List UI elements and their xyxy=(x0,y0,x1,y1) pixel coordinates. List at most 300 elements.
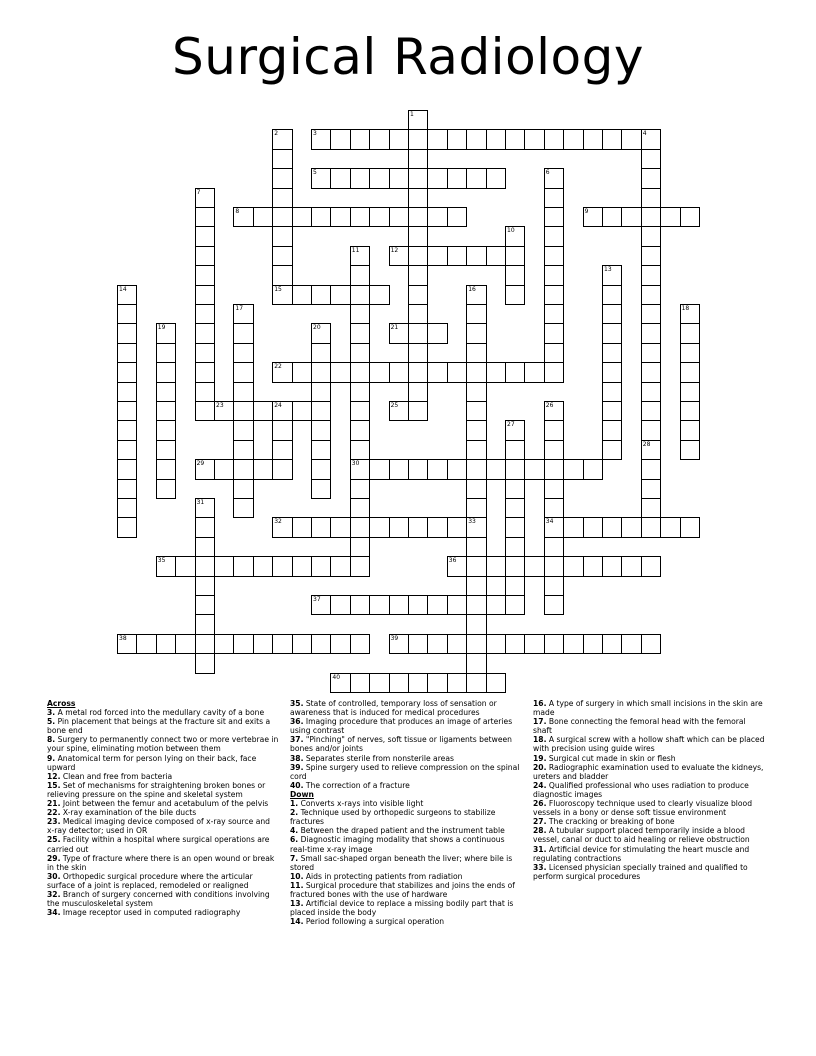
grid-cell[interactable] xyxy=(505,479,525,499)
grid-cell[interactable] xyxy=(544,168,564,188)
grid-cell[interactable] xyxy=(156,343,176,363)
grid-cell[interactable] xyxy=(195,323,215,343)
grid-cell[interactable] xyxy=(641,304,661,324)
grid-cell[interactable] xyxy=(408,246,428,266)
grid-cell[interactable] xyxy=(486,246,506,266)
grid-cell[interactable] xyxy=(156,459,176,479)
grid-cell[interactable] xyxy=(583,129,603,149)
grid-cell[interactable] xyxy=(195,614,215,634)
grid-cell[interactable] xyxy=(330,595,350,615)
grid-cell[interactable] xyxy=(621,207,641,227)
grid-cell[interactable] xyxy=(486,129,506,149)
grid-cell[interactable] xyxy=(641,517,661,537)
grid-cell[interactable] xyxy=(195,634,215,654)
grid-cell[interactable] xyxy=(350,673,370,693)
grid-cell[interactable] xyxy=(583,634,603,654)
grid-cell[interactable] xyxy=(544,285,564,305)
grid-cell[interactable] xyxy=(621,556,641,576)
grid-cell[interactable] xyxy=(311,479,331,499)
grid-cell[interactable] xyxy=(466,498,486,518)
grid-cell[interactable] xyxy=(389,246,409,266)
grid-cell[interactable] xyxy=(505,498,525,518)
grid-cell[interactable] xyxy=(544,362,564,382)
grid-cell[interactable] xyxy=(350,285,370,305)
grid-cell[interactable] xyxy=(233,556,253,576)
grid-cell[interactable] xyxy=(408,673,428,693)
grid-cell[interactable] xyxy=(369,459,389,479)
grid-cell[interactable] xyxy=(350,401,370,421)
grid-cell[interactable] xyxy=(117,323,137,343)
grid-cell[interactable] xyxy=(117,285,137,305)
grid-cell[interactable] xyxy=(272,459,292,479)
grid-cell[interactable] xyxy=(641,634,661,654)
grid-cell[interactable] xyxy=(602,285,622,305)
grid-cell[interactable] xyxy=(505,129,525,149)
grid-cell[interactable] xyxy=(680,304,700,324)
grid-cell[interactable] xyxy=(466,382,486,402)
grid-cell[interactable] xyxy=(524,129,544,149)
grid-cell[interactable] xyxy=(408,110,428,130)
grid-cell[interactable] xyxy=(544,401,564,421)
grid-cell[interactable] xyxy=(486,556,506,576)
grid-cell[interactable] xyxy=(350,556,370,576)
grid-cell[interactable] xyxy=(369,285,389,305)
grid-cell[interactable] xyxy=(233,420,253,440)
grid-cell[interactable] xyxy=(195,246,215,266)
grid-cell[interactable] xyxy=(117,420,137,440)
grid-cell[interactable] xyxy=(602,634,622,654)
grid-cell[interactable] xyxy=(350,479,370,499)
grid-cell[interactable] xyxy=(117,382,137,402)
grid-cell[interactable] xyxy=(466,304,486,324)
grid-cell[interactable] xyxy=(602,382,622,402)
grid-cell[interactable] xyxy=(233,382,253,402)
grid-cell[interactable] xyxy=(389,323,409,343)
grid-cell[interactable] xyxy=(602,304,622,324)
grid-cell[interactable] xyxy=(408,343,428,363)
grid-cell[interactable] xyxy=(389,517,409,537)
grid-cell[interactable] xyxy=(350,246,370,266)
grid-cell[interactable] xyxy=(466,246,486,266)
grid-cell[interactable] xyxy=(408,595,428,615)
grid-cell[interactable] xyxy=(544,207,564,227)
grid-cell[interactable] xyxy=(292,556,312,576)
grid-cell[interactable] xyxy=(156,479,176,499)
grid-cell[interactable] xyxy=(660,517,680,537)
grid-cell[interactable] xyxy=(233,362,253,382)
grid-cell[interactable] xyxy=(680,343,700,363)
grid-cell[interactable] xyxy=(544,595,564,615)
grid-cell[interactable] xyxy=(486,362,506,382)
grid-cell[interactable] xyxy=(272,188,292,208)
grid-cell[interactable] xyxy=(292,517,312,537)
grid-cell[interactable] xyxy=(195,653,215,673)
grid-cell[interactable] xyxy=(233,479,253,499)
grid-cell[interactable] xyxy=(466,459,486,479)
grid-cell[interactable] xyxy=(466,614,486,634)
grid-cell[interactable] xyxy=(350,634,370,654)
grid-cell[interactable] xyxy=(233,304,253,324)
grid-cell[interactable] xyxy=(466,537,486,557)
grid-cell[interactable] xyxy=(156,382,176,402)
grid-cell[interactable] xyxy=(253,207,273,227)
grid-cell[interactable] xyxy=(272,246,292,266)
grid-cell[interactable] xyxy=(466,401,486,421)
grid-cell[interactable] xyxy=(602,265,622,285)
grid-cell[interactable] xyxy=(195,537,215,557)
grid-cell[interactable] xyxy=(350,362,370,382)
grid-cell[interactable] xyxy=(117,401,137,421)
grid-cell[interactable] xyxy=(680,401,700,421)
grid-cell[interactable] xyxy=(524,362,544,382)
grid-cell[interactable] xyxy=(311,459,331,479)
grid-cell[interactable] xyxy=(311,168,331,188)
grid-cell[interactable] xyxy=(389,168,409,188)
grid-cell[interactable] xyxy=(447,634,467,654)
grid-cell[interactable] xyxy=(253,634,273,654)
grid-cell[interactable] xyxy=(544,556,564,576)
grid-cell[interactable] xyxy=(350,265,370,285)
grid-cell[interactable] xyxy=(136,634,156,654)
grid-cell[interactable] xyxy=(253,401,273,421)
grid-cell[interactable] xyxy=(272,285,292,305)
grid-cell[interactable] xyxy=(660,207,680,227)
grid-cell[interactable] xyxy=(311,382,331,402)
grid-cell[interactable] xyxy=(486,673,506,693)
grid-cell[interactable] xyxy=(641,440,661,460)
grid-cell[interactable] xyxy=(369,129,389,149)
grid-cell[interactable] xyxy=(466,285,486,305)
grid-cell[interactable] xyxy=(544,246,564,266)
grid-cell[interactable] xyxy=(350,595,370,615)
grid-cell[interactable] xyxy=(350,343,370,363)
grid-cell[interactable] xyxy=(641,129,661,149)
grid-cell[interactable] xyxy=(641,420,661,440)
grid-cell[interactable] xyxy=(156,420,176,440)
grid-cell[interactable] xyxy=(544,265,564,285)
grid-cell[interactable] xyxy=(427,459,447,479)
grid-cell[interactable] xyxy=(233,401,253,421)
grid-cell[interactable] xyxy=(427,673,447,693)
grid-cell[interactable] xyxy=(641,226,661,246)
grid-cell[interactable] xyxy=(253,459,273,479)
grid-cell[interactable] xyxy=(447,556,467,576)
grid-cell[interactable] xyxy=(272,634,292,654)
grid-cell[interactable] xyxy=(641,382,661,402)
grid-cell[interactable] xyxy=(621,129,641,149)
grid-cell[interactable] xyxy=(505,556,525,576)
grid-cell[interactable] xyxy=(680,517,700,537)
grid-cell[interactable] xyxy=(408,285,428,305)
grid-cell[interactable] xyxy=(447,673,467,693)
grid-cell[interactable] xyxy=(641,343,661,363)
grid-cell[interactable] xyxy=(117,634,137,654)
grid-cell[interactable] xyxy=(195,343,215,363)
grid-cell[interactable] xyxy=(427,362,447,382)
grid-cell[interactable] xyxy=(369,595,389,615)
grid-cell[interactable] xyxy=(447,246,467,266)
grid-cell[interactable] xyxy=(641,401,661,421)
grid-cell[interactable] xyxy=(195,595,215,615)
grid-cell[interactable] xyxy=(330,285,350,305)
grid-cell[interactable] xyxy=(408,226,428,246)
grid-cell[interactable] xyxy=(272,265,292,285)
grid-cell[interactable] xyxy=(466,362,486,382)
grid-cell[interactable] xyxy=(272,556,292,576)
grid-cell[interactable] xyxy=(408,188,428,208)
grid-cell[interactable] xyxy=(602,556,622,576)
grid-cell[interactable] xyxy=(447,168,467,188)
grid-cell[interactable] xyxy=(563,459,583,479)
grid-cell[interactable] xyxy=(330,517,350,537)
grid-cell[interactable] xyxy=(350,129,370,149)
grid-cell[interactable] xyxy=(117,362,137,382)
grid-cell[interactable] xyxy=(272,517,292,537)
grid-cell[interactable] xyxy=(156,362,176,382)
grid-cell[interactable] xyxy=(117,459,137,479)
grid-cell[interactable] xyxy=(233,459,253,479)
grid-cell[interactable] xyxy=(447,207,467,227)
grid-cell[interactable] xyxy=(389,634,409,654)
grid-cell[interactable] xyxy=(330,673,350,693)
grid-cell[interactable] xyxy=(544,517,564,537)
grid-cell[interactable] xyxy=(427,517,447,537)
grid-cell[interactable] xyxy=(408,207,428,227)
grid-cell[interactable] xyxy=(641,285,661,305)
grid-cell[interactable] xyxy=(505,440,525,460)
grid-cell[interactable] xyxy=(466,168,486,188)
grid-cell[interactable] xyxy=(311,440,331,460)
grid-cell[interactable] xyxy=(272,401,292,421)
grid-cell[interactable] xyxy=(641,207,661,227)
grid-cell[interactable] xyxy=(408,265,428,285)
grid-cell[interactable] xyxy=(544,343,564,363)
grid-cell[interactable] xyxy=(602,440,622,460)
grid-cell[interactable] xyxy=(330,556,350,576)
grid-cell[interactable] xyxy=(466,595,486,615)
grid-cell[interactable] xyxy=(175,634,195,654)
grid-cell[interactable] xyxy=(505,362,525,382)
grid-cell[interactable] xyxy=(330,168,350,188)
grid-cell[interactable] xyxy=(350,420,370,440)
grid-cell[interactable] xyxy=(292,362,312,382)
grid-cell[interactable] xyxy=(466,556,486,576)
grid-cell[interactable] xyxy=(195,459,215,479)
grid-cell[interactable] xyxy=(466,343,486,363)
grid-cell[interactable] xyxy=(156,556,176,576)
grid-cell[interactable] xyxy=(311,517,331,537)
grid-cell[interactable] xyxy=(117,479,137,499)
grid-cell[interactable] xyxy=(117,498,137,518)
grid-cell[interactable] xyxy=(389,129,409,149)
grid-cell[interactable] xyxy=(641,498,661,518)
grid-cell[interactable] xyxy=(466,517,486,537)
grid-cell[interactable] xyxy=(427,323,447,343)
grid-cell[interactable] xyxy=(350,207,370,227)
grid-cell[interactable] xyxy=(602,420,622,440)
grid-cell[interactable] xyxy=(544,440,564,460)
grid-cell[interactable] xyxy=(272,440,292,460)
grid-cell[interactable] xyxy=(175,556,195,576)
grid-cell[interactable] xyxy=(253,556,273,576)
grid-cell[interactable] xyxy=(389,595,409,615)
grid-cell[interactable] xyxy=(466,576,486,596)
grid-cell[interactable] xyxy=(311,420,331,440)
grid-cell[interactable] xyxy=(524,459,544,479)
grid-cell[interactable] xyxy=(330,129,350,149)
grid-cell[interactable] xyxy=(389,207,409,227)
grid-cell[interactable] xyxy=(195,401,215,421)
grid-cell[interactable] xyxy=(641,246,661,266)
grid-cell[interactable] xyxy=(447,362,467,382)
grid-cell[interactable] xyxy=(195,362,215,382)
grid-cell[interactable] xyxy=(563,129,583,149)
grid-cell[interactable] xyxy=(292,634,312,654)
grid-cell[interactable] xyxy=(563,634,583,654)
grid-cell[interactable] xyxy=(641,265,661,285)
grid-cell[interactable] xyxy=(563,517,583,537)
grid-cell[interactable] xyxy=(505,537,525,557)
grid-cell[interactable] xyxy=(544,459,564,479)
grid-cell[interactable] xyxy=(195,556,215,576)
grid-cell[interactable] xyxy=(330,362,350,382)
grid-cell[interactable] xyxy=(505,246,525,266)
grid-cell[interactable] xyxy=(156,440,176,460)
grid-cell[interactable] xyxy=(680,323,700,343)
grid-cell[interactable] xyxy=(330,207,350,227)
grid-cell[interactable] xyxy=(117,440,137,460)
grid-cell[interactable] xyxy=(195,576,215,596)
grid-cell[interactable] xyxy=(195,265,215,285)
grid-cell[interactable] xyxy=(544,323,564,343)
grid-cell[interactable] xyxy=(311,285,331,305)
grid-cell[interactable] xyxy=(311,343,331,363)
grid-cell[interactable] xyxy=(505,595,525,615)
grid-cell[interactable] xyxy=(311,556,331,576)
grid-cell[interactable] xyxy=(272,226,292,246)
grid-cell[interactable] xyxy=(195,226,215,246)
grid-cell[interactable] xyxy=(621,517,641,537)
grid-cell[interactable] xyxy=(427,129,447,149)
grid-cell[interactable] xyxy=(427,595,447,615)
grid-cell[interactable] xyxy=(195,285,215,305)
grid-cell[interactable] xyxy=(369,362,389,382)
grid-cell[interactable] xyxy=(233,440,253,460)
grid-cell[interactable] xyxy=(466,634,486,654)
grid-cell[interactable] xyxy=(544,479,564,499)
grid-cell[interactable] xyxy=(156,634,176,654)
grid-cell[interactable] xyxy=(214,459,234,479)
grid-cell[interactable] xyxy=(408,168,428,188)
grid-cell[interactable] xyxy=(311,207,331,227)
grid-cell[interactable] xyxy=(447,517,467,537)
grid-cell[interactable] xyxy=(641,459,661,479)
grid-cell[interactable] xyxy=(505,634,525,654)
grid-cell[interactable] xyxy=(369,517,389,537)
grid-cell[interactable] xyxy=(350,498,370,518)
grid-cell[interactable] xyxy=(680,362,700,382)
grid-cell[interactable] xyxy=(583,517,603,537)
grid-cell[interactable] xyxy=(311,634,331,654)
grid-cell[interactable] xyxy=(447,129,467,149)
grid-cell[interactable] xyxy=(311,323,331,343)
grid-cell[interactable] xyxy=(156,401,176,421)
grid-cell[interactable] xyxy=(602,207,622,227)
grid-cell[interactable] xyxy=(408,634,428,654)
grid-cell[interactable] xyxy=(389,362,409,382)
grid-cell[interactable] xyxy=(621,634,641,654)
grid-cell[interactable] xyxy=(544,304,564,324)
grid-cell[interactable] xyxy=(408,323,428,343)
grid-cell[interactable] xyxy=(408,362,428,382)
grid-cell[interactable] xyxy=(330,634,350,654)
grid-cell[interactable] xyxy=(214,634,234,654)
grid-cell[interactable] xyxy=(408,517,428,537)
grid-cell[interactable] xyxy=(369,207,389,227)
grid-cell[interactable] xyxy=(602,362,622,382)
grid-cell[interactable] xyxy=(602,129,622,149)
grid-cell[interactable] xyxy=(272,362,292,382)
grid-cell[interactable] xyxy=(641,149,661,169)
grid-cell[interactable] xyxy=(311,595,331,615)
grid-cell[interactable] xyxy=(602,343,622,363)
grid-cell[interactable] xyxy=(641,556,661,576)
grid-cell[interactable] xyxy=(156,323,176,343)
grid-cell[interactable] xyxy=(272,129,292,149)
grid-cell[interactable] xyxy=(350,517,370,537)
grid-cell[interactable] xyxy=(641,323,661,343)
grid-cell[interactable] xyxy=(117,304,137,324)
grid-cell[interactable] xyxy=(466,440,486,460)
grid-cell[interactable] xyxy=(408,382,428,402)
grid-cell[interactable] xyxy=(427,168,447,188)
grid-cell[interactable] xyxy=(350,168,370,188)
grid-cell[interactable] xyxy=(350,304,370,324)
grid-cell[interactable] xyxy=(505,459,525,479)
grid-cell[interactable] xyxy=(195,382,215,402)
grid-cell[interactable] xyxy=(505,517,525,537)
grid-cell[interactable] xyxy=(350,537,370,557)
grid-cell[interactable] xyxy=(680,207,700,227)
grid-cell[interactable] xyxy=(602,401,622,421)
grid-cell[interactable] xyxy=(195,207,215,227)
grid-cell[interactable] xyxy=(350,440,370,460)
grid-cell[interactable] xyxy=(641,362,661,382)
grid-cell[interactable] xyxy=(408,401,428,421)
grid-cell[interactable] xyxy=(195,517,215,537)
grid-cell[interactable] xyxy=(292,207,312,227)
grid-cell[interactable] xyxy=(583,459,603,479)
grid-cell[interactable] xyxy=(369,168,389,188)
grid-cell[interactable] xyxy=(602,323,622,343)
grid-cell[interactable] xyxy=(544,634,564,654)
grid-cell[interactable] xyxy=(544,498,564,518)
grid-cell[interactable] xyxy=(408,149,428,169)
grid-cell[interactable] xyxy=(486,595,506,615)
grid-cell[interactable] xyxy=(389,673,409,693)
grid-cell[interactable] xyxy=(292,285,312,305)
grid-cell[interactable] xyxy=(544,537,564,557)
grid-cell[interactable] xyxy=(233,343,253,363)
grid-cell[interactable] xyxy=(311,129,331,149)
grid-cell[interactable] xyxy=(544,226,564,246)
grid-cell[interactable] xyxy=(466,479,486,499)
grid-cell[interactable] xyxy=(233,323,253,343)
grid-cell[interactable] xyxy=(486,168,506,188)
grid-cell[interactable] xyxy=(680,440,700,460)
grid-cell[interactable] xyxy=(233,634,253,654)
grid-cell[interactable] xyxy=(369,673,389,693)
